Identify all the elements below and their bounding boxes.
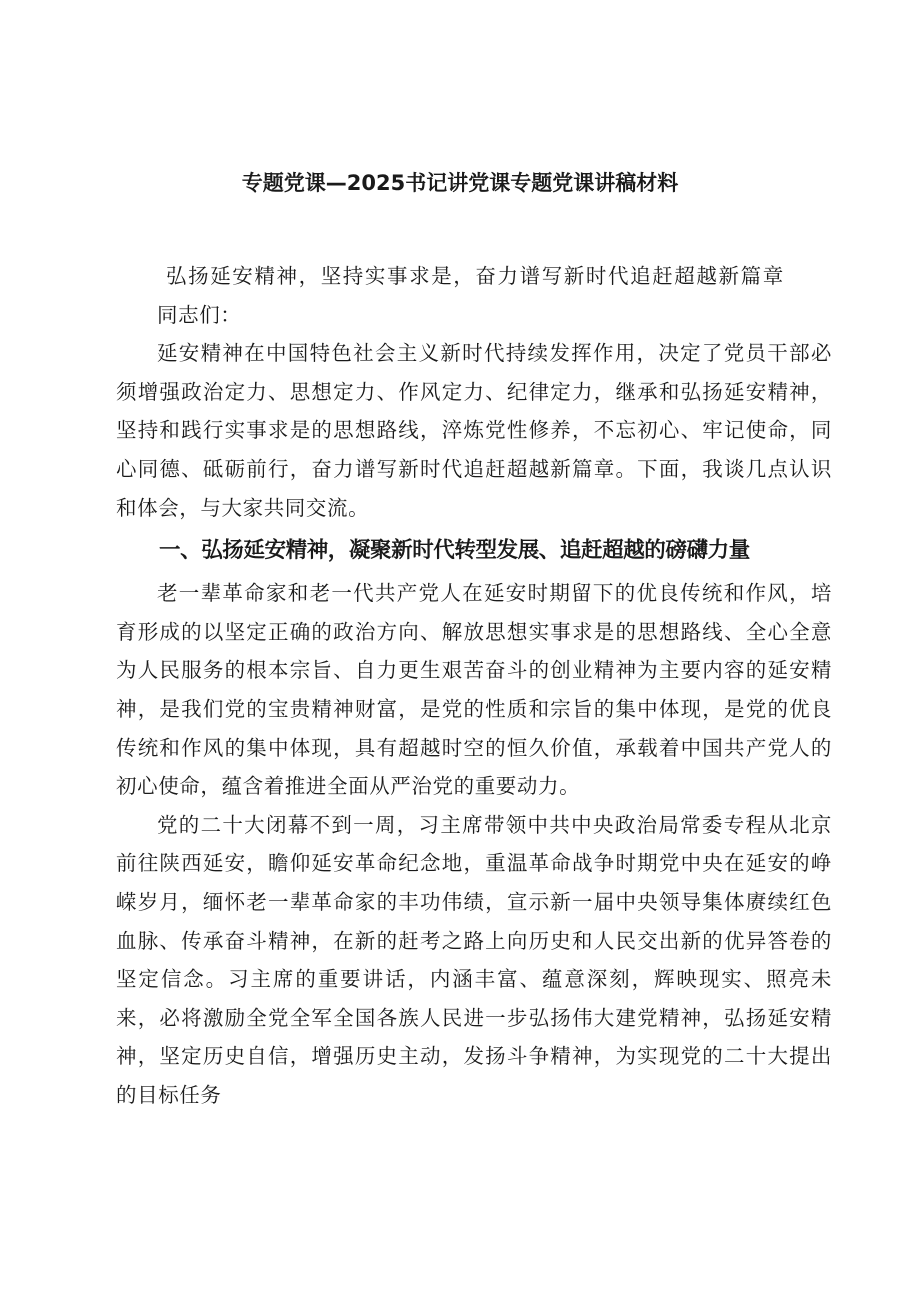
document-body (116, 257, 832, 1114)
section1-paragraph-2: 党的二十大闭幕不到一周，习主席带领中共中央政治局常委专程从北京前往陕西延安，瞻仰延安革命纪念地，重温革命战争时期党中央在延安的峥嵘岁月，缅怀老一辈革命家的丰功伟绩，宣示新一届中央领导集体赓续红色血脉、传承奋斗精神，在新的赶考之路上向历史和人民交出新的优异答卷的坚定信念。习主席的重要讲话，内涵丰富、蕴意深刻，辉映现实、照亮未来，必将激励全党全军全国各族人民进一步弘扬伟大建党精神，弘扬延安精神，坚定历史自信，增强历史主动，发扬斗争精神，为实现党的二十大提出的目标任务 (116, 812, 832, 1107)
document-title: 专题党课—2025书记讲党课专题党课讲稿材料 (241, 171, 679, 195)
speech-subtitle: 弘扬延安精神，坚持实事求是，奋力谱写新时代追赶超越新篇章 (166, 264, 785, 288)
section-heading-1: 一、弘扬延安精神，凝聚新时代转型发展、追赶超越的磅礴力量 (159, 538, 750, 564)
section1-paragraph-1: 老一辈革命家和老一代共产党人在延安时期留下的优良传统和作风，培育形成的以坚定正确的政治方向、解放思想实事求是的思想路线、全心全意为人民服务的根本宗旨、自力更生艰苦奋斗的创业精神为主要内容的延安精神，是我们党的宝贵精神财富，是党的性质和宗旨的集中体现，是党的优良传统和作风的集中体现，具有超越时空的恒久价值，承载着中国共产党人的初心使命，蕴含着推进全面从严治党的重要动力。 (116, 581, 832, 799)
salutation: 同志们： (157, 302, 242, 327)
intro-paragraph: 延安精神在中国特色社会主义新时代持续发挥作用，决定了党员干部必须增强政治定力、思想定力、作风定力、纪律定力，继承和弘扬延安精神，坚持和践行实事求是的思想路线，淬炼党性修养，不忘初心、牢记使命，同心同德、砥砺前行，奋力谱写新时代追赶超越新篇章。下面，我谈几点认识和体会，与大家共同交流。 (116, 341, 832, 520)
